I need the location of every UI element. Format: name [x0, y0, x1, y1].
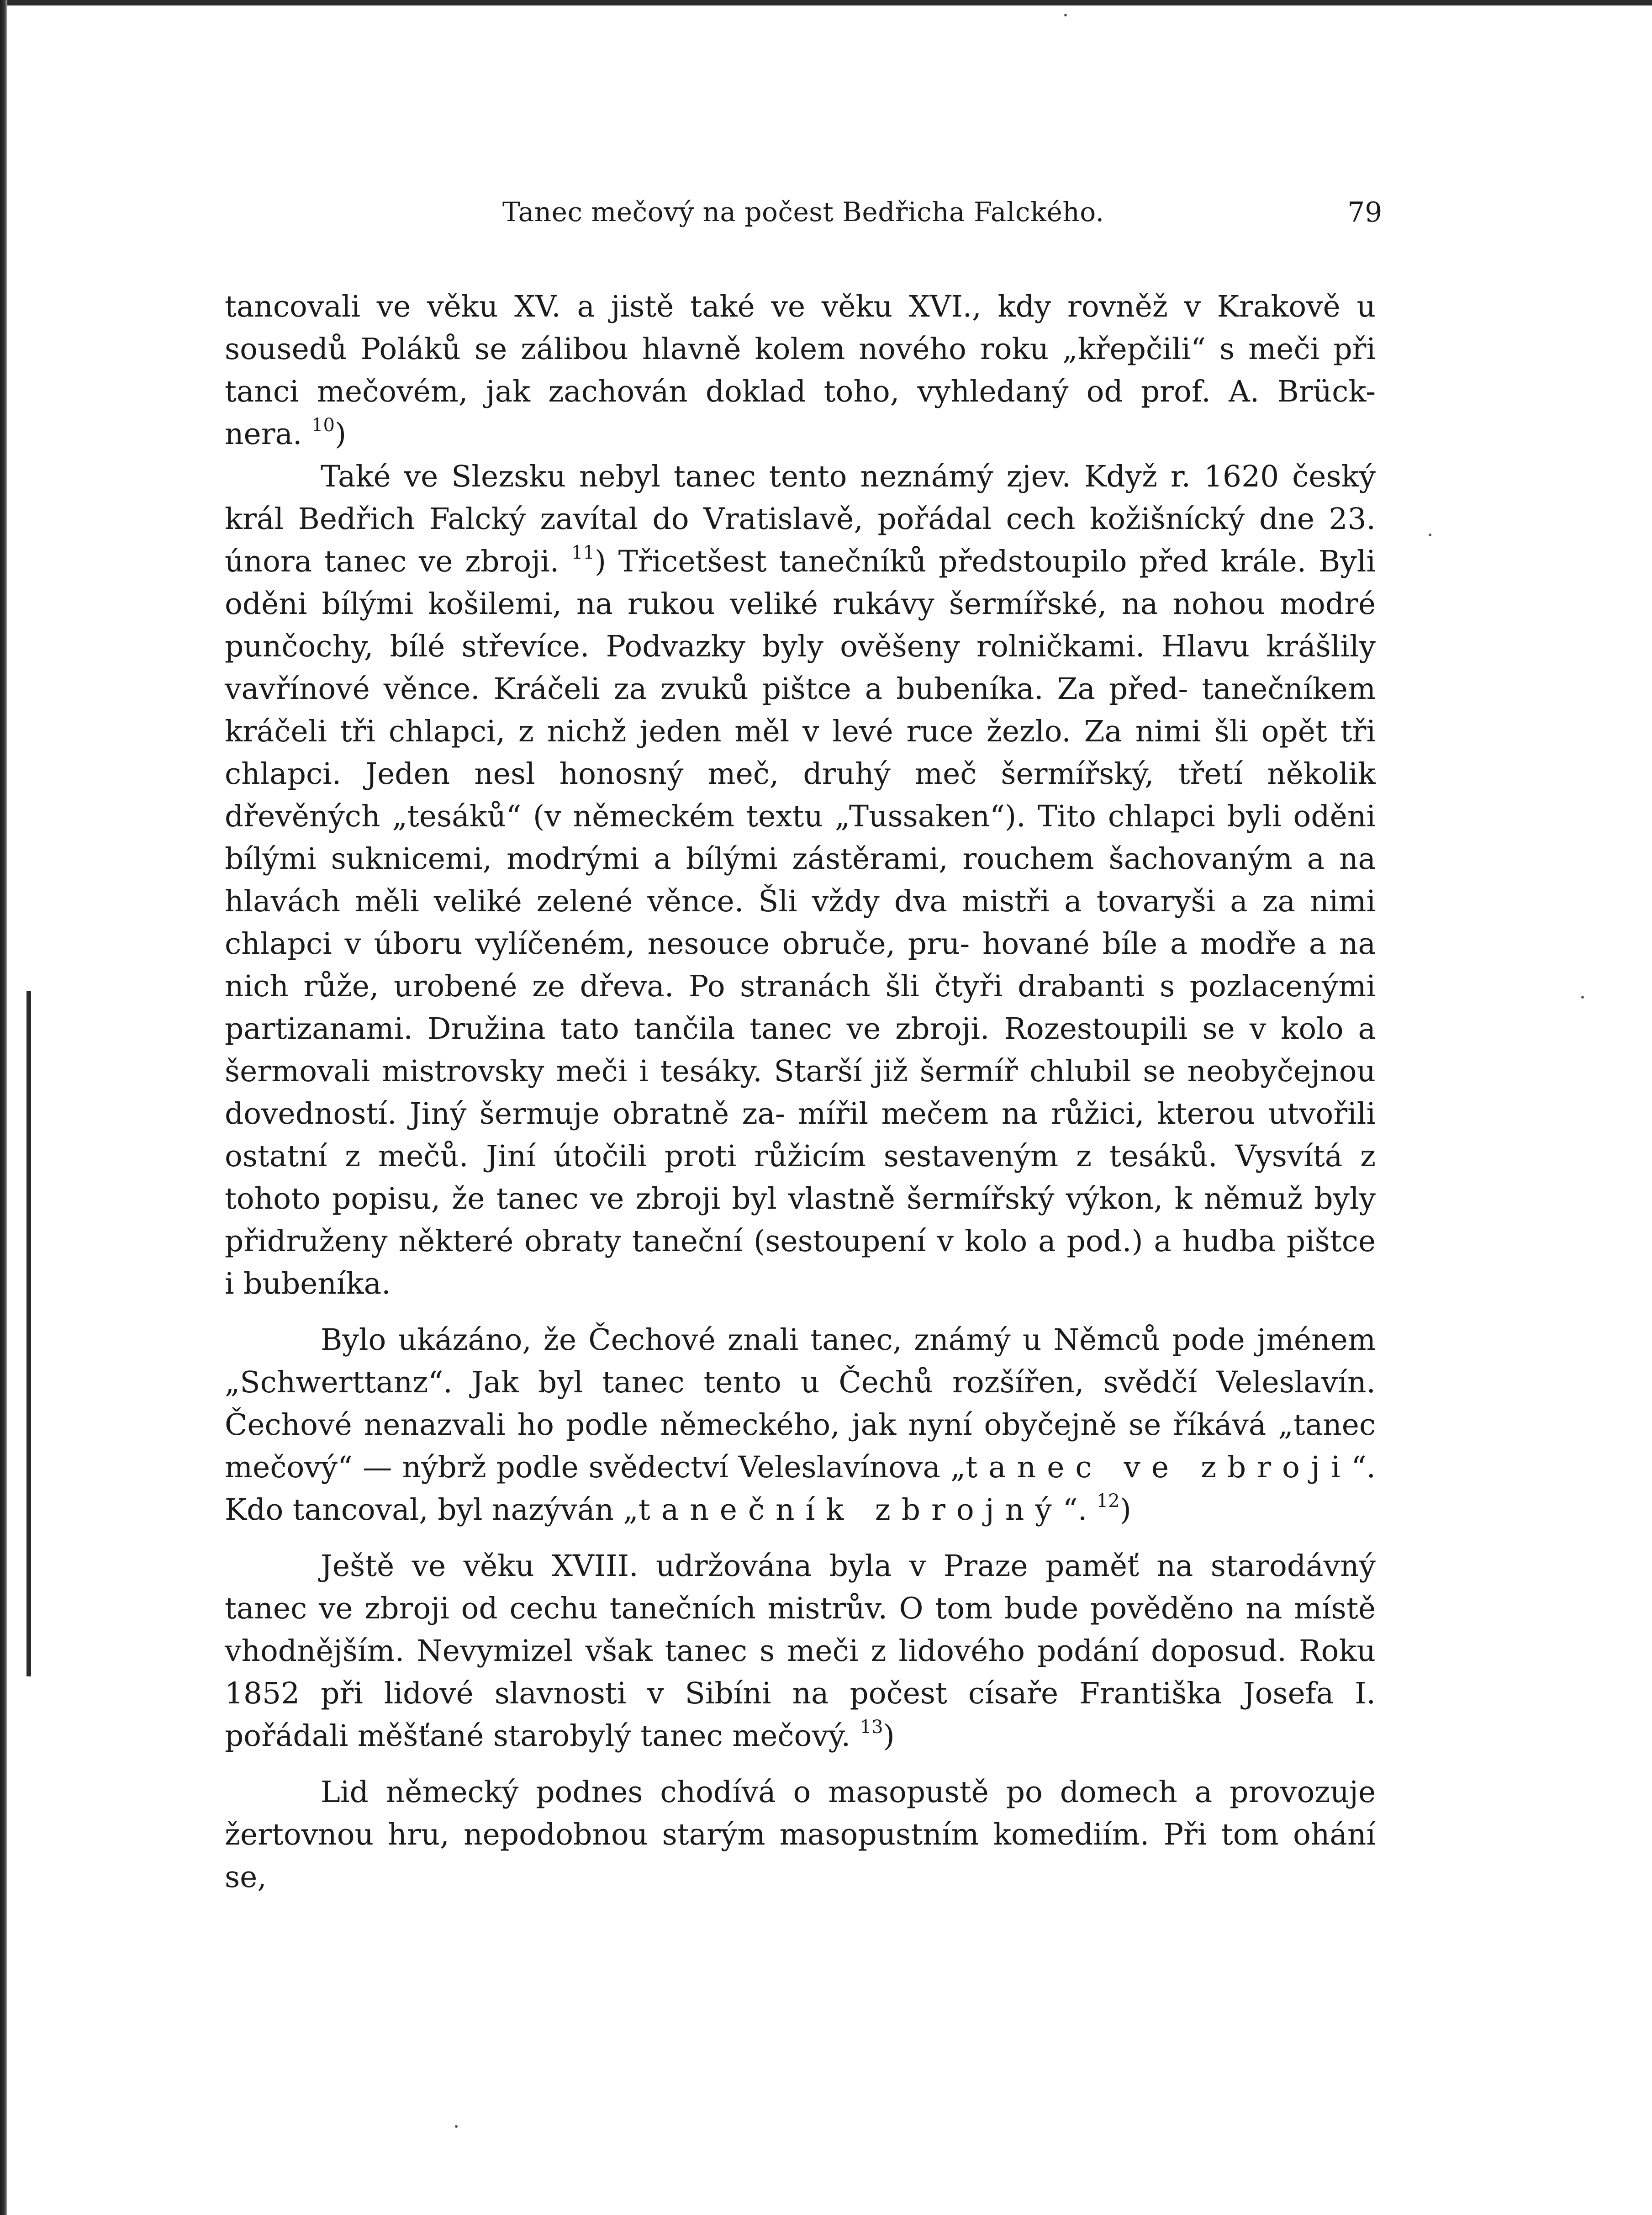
paragraph-3-text-a: Bylo ukázáno, že Čechové znali tanec, známý u Němců pode jménem „Schwerttanz“. Jak byl tanec tento u Čechů rozšířen, svědčí Veleslavín. Čechové nenazvali ho podle německého, jak nyní obyčejně se říkává „tanec mečový“ — nýbrž podle svědectví Veleslavínova „ [225, 1323, 1376, 1485]
footnote-ref-10: 10 [311, 415, 335, 436]
running-title: Tanec mečový na počest Bedřicha Falckého. [502, 196, 1104, 227]
paragraph-1 [225, 285, 1376, 455]
paragraph-3 [225, 1319, 1376, 1531]
paragraph-5-text: Lid německý podnes chodívá o masopustě po domech a provozuje žertovnou hru, nepodobnou starým masopustním komediím. Při tom ohání se, [225, 1775, 1376, 1894]
footnote-paren: ) [1119, 1493, 1131, 1527]
paragraph-4-text: Ještě ve věku XVIII. udržována byla v Praze paměť na starodávný tanec ve zbroji od cechu tanečních mistrův. O tom bude pověděno na místě vhodnějším. Nevymizel však tanec s meči z lidového podání doposud. Roku 1852 při lidové slavnosti v Sibíni na počest císaře Františka Josefa I. pořádali měšťané starobylý tanec mečový. [225, 1549, 1376, 1753]
paragraph-2-text-a: Také ve Slezsku nebyl tanec tento neznámý zjev. Když r. 1620 český král Bedřich Falcký zavítal do Vratislavě, pořádal cech kožišnícký dne 23. února tanec ve zbroji. [225, 460, 1376, 579]
paragraph-4 [225, 1545, 1376, 1757]
paragraph-2 [225, 455, 1376, 1305]
scan-speck [1581, 996, 1584, 999]
page-number: 79 [1347, 196, 1383, 228]
footnote-paren: ) [883, 1719, 895, 1753]
scan-speck [1429, 534, 1431, 536]
scan-speck [455, 2125, 458, 2128]
footnote-ref-11: 11 [571, 542, 595, 563]
paragraph-3-text-b: “. Kdo tancoval, byl nazýván „ [225, 1450, 1376, 1527]
page-body [225, 285, 1376, 1898]
footnote-paren: ) [334, 417, 347, 451]
paragraph-3-text-c: “. [1062, 1493, 1087, 1527]
footnote-ref-12: 12 [1096, 1491, 1120, 1512]
scan-border-left [0, 0, 7, 2215]
paragraph-1-text: tancovali ve věku XV. a jistě také ve věku XVI., kdy rovněž v Krakově u sousedů Poláků se zálibou hlavně kolem nového roku „křepčili“ s meči při tanci mečovém, jak zachován doklad toho, vyhledaný od prof. A. Brück- nera. [225, 290, 1376, 451]
scan-speck [1064, 14, 1067, 16]
spaced-term-tanecnik-zbrojny: tanečník zbrojný [638, 1493, 1063, 1527]
spaced-term-tanec-ve-zbroji: tanec ve zbroji [966, 1450, 1351, 1485]
paragraph-2-text-b: ) Třicetšest tanečníků předstoupilo před krále. Byli oděni bílými košilemi, na rukou veliké rukávy šermířské, na nohou modré punčochy, bílé střevíce. Podvazky byly ověšeny rolničkami. Hlavu krášlily vavřínové věnce. Kráčeli za zvuků pištce a bubeníka. Za před- tanečníkem kráčeli tři chlapci, z nichž jeden měl v levé ruce žezlo. Za nimi šli opět tři chlapci. Jeden nesl honosný meč, druhý meč šermířský, třetí několik dřevěných „tesáků“ (v německém textu „Tussaken“). Tito chlapci byli oděni bílými suknicemi, modrými a bílými zástěrami, rouchem šachovaným a na hlavách měli veliké zelené věnce. Šli vždy dva mistři a tovaryši a za nimi chlapci v úboru vylíčeném, nesouce obruče, pru- hované bíle a modře a na nich růže, urobené ze dřeva. Po stranách šli čtyři drabanti s pozlacenými partizanami. Družina tato tančila tanec ve zbroji. Rozestoupili se v kolo a šermovali mistrovsky meči i tesáky. Starší již šermíř chlubil se neobyčejnou dovedností. Jiný šermuje obratně za- mířil mečem na růžici, kterou utvořili ostatní z mečů. Jiní útočili proti růžicím sestaveným z tesáků. Vysvítá z tohoto popisu, že tanec ve zbroji byl vlastně šermířský výkon, k němuž byly přidruženy některé obraty taneční (sestoupení v kolo a pod.) a hudba pištce i bubeníka. [225, 544, 1376, 1301]
paragraph-5 [225, 1771, 1376, 1898]
footnote-ref-13: 13 [860, 1717, 883, 1738]
scan-border-top [0, 0, 1652, 5]
binding-shadow [26, 991, 31, 1676]
